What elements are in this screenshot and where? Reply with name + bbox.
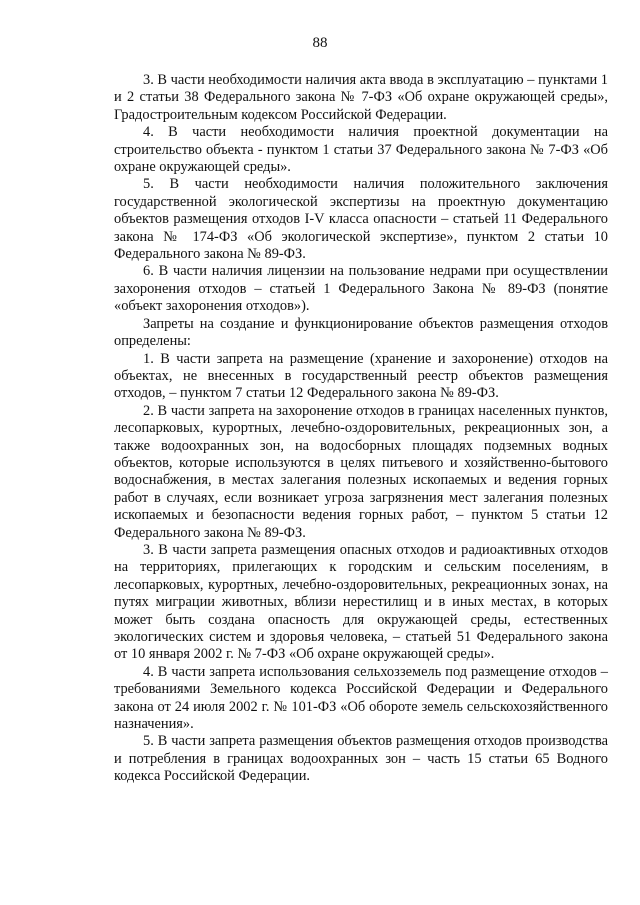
paragraph-item-3: 3. В части необходимости наличия акта ввода в эксплуатацию – пунктами 1 и 2 статьи 38 Федерального закона № 7-ФЗ «Об охране окружающей среды», Градостроительным кодексом Российской Федерации. — [114, 72, 608, 123]
prohibitions-intro: Запреты на создание и функционирование объектов размещения отходов определены: — [114, 315, 608, 350]
prohibition-item-1: 1. В части запрета на размещение (хранение и захоронение) отходов на объектах, не внесенных в государственный реестр объектов размещения отходов, – пунктом 7 статьи 12 Федерального закона № 89-ФЗ. — [114, 350, 608, 402]
page-number: 88 — [312, 35, 328, 51]
prohibition-item-3: 3. В части запрета размещения опасных отходов и радиоактивных отходов на территориях, прилегающих к городским и сельским поселениям, в лесопарковых, курортных, лечебно-оздоровительных, рекреационных зонах, на путях миграции животных, вблизи нерестилищ и в иных местах, в которых может быть создана опасность для окружающей среды, естественных экологических систем и здоровья человека, – статьей 51 Федерального закона от 10 января 2002 г. № 7-ФЗ «Об охране окружающей среды». — [114, 541, 608, 663]
paragraph-item-5: 5. В части необходимости наличия положительного заключения государственной экологической экспертизы на проектную документацию объектов размещения отходов I-V класса опасности – статьей 11 Федерального закона № 174-ФЗ «Об экологической экспертизе», пунктом 2 статьи 10 Федерального закона № 89-ФЗ. — [114, 176, 608, 263]
paragraph-item-6: 6. В части наличия лицензии на пользование недрами при осуществлении захоронения отходов – статьей 1 Федерального Закона № 89-ФЗ (понятие «объект захоронения отходов»). — [114, 263, 608, 315]
prohibition-item-2: 2. В части запрета на захоронение отходов в границах населенных пунктов, лесопарковых, курортных, лечебно-оздоровительных, рекреационных зон, а также водоохранных зон, на водосборных площадях подземных водных объектов, которые используются в целях питьевого и хозяйственно-бытового водоснабжения, в местах залегания полезных ископаемых и ведения горных работ в случаях, если возникает угроза загрязнения мест залегания полезных ископаемых и безопасности ведения горных работ, – пунктом 5 статьи 12 Федерального закона № 89-ФЗ. — [114, 402, 608, 541]
prohibition-item-5: 5. В части запрета размещения объектов размещения отходов производства и потребления в границах водоохранных зон – часть 15 статьи 65 Водного кодекса Российской Федерации. — [114, 733, 608, 785]
paragraph-item-4: 4. В части необходимости наличия проектной документации на строительство объекта - пунктом 1 статьи 37 Федерального закона № 7-ФЗ «Об охране окружающей среды». — [114, 124, 608, 176]
prohibition-item-4: 4. В части запрета использования сельхозземель под размещение отходов – требованиями Земельного кодекса Российской Федерации и Федерального закона от 24 июля 2002 г. № 101-ФЗ «Об обороте земель сельскохозяйственного назначения». — [114, 663, 608, 733]
document-body — [114, 72, 608, 786]
